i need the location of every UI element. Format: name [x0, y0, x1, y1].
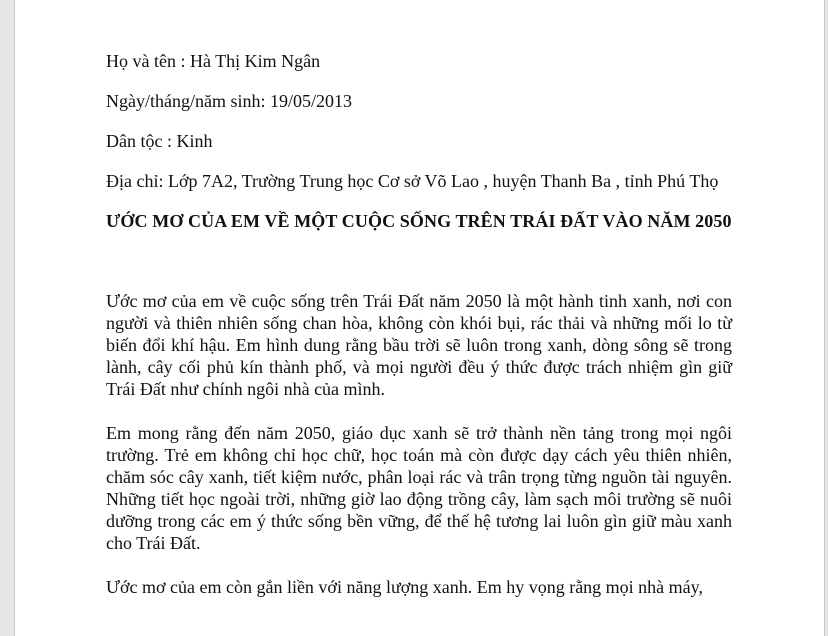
student-date-of-birth: Ngày/tháng/năm sinh: 19/05/2013 [106, 91, 352, 111]
student-address: Địa chỉ: Lớp 7A2, Trường Trung học Cơ sở Võ Lao , huyện Thanh Ba , tỉnh Phú Thọ [106, 171, 719, 191]
document-page [14, 0, 825, 636]
document-body [106, 50, 732, 620]
essay-paragraph-3: Ước mơ của em còn gắn liền với năng lượng xanh. Em hy vọng rằng mọi nhà máy, [106, 577, 703, 597]
essay-title: ƯỚC MƠ CỦA EM VỀ MỘT CUỘC SỐNG TRÊN TRÁI ĐẤT VÀO NĂM 2050 [106, 211, 732, 231]
student-name: Họ và tên : Hà Thị Kim Ngân [106, 51, 321, 71]
essay-paragraph-2: Em mong rằng đến năm 2050, giáo dục xanh sẽ trở thành nền tảng trong mọi ngôi trường. Trẻ em không chỉ học chữ, học toán mà còn được dạy cách yêu thiên nhiên, chăm sóc cây xanh, tiết kiệm nước, phân loại rác và trân trọng từng nguồn tài nguyên. Những tiết học ngoài trời, những giờ lao động trồng cây, làm sạch môi trường sẽ nuôi dưỡng trong các em ý thức sống bền vững, để thế hệ tương lai luôn gìn giữ màu xanh cho Trái Đất. [106, 423, 732, 553]
student-ethnicity: Dân tộc : Kinh [106, 131, 213, 151]
essay-paragraph-1: Ước mơ của em về cuộc sống trên Trái Đất năm 2050 là một hành tinh xanh, nơi con người và thiên nhiên sống chan hòa, không còn khói bụi, rác thải và những mối lo từ biến đổi khí hậu. Em hình dung rằng bầu trời sẽ luôn trong xanh, dòng sông sẽ trong lành, cây cối phủ kín thành phố, và mọi người đều ý thức được trách nhiệm gìn giữ Trái Đất như chính ngôi nhà của mình. [106, 291, 732, 399]
